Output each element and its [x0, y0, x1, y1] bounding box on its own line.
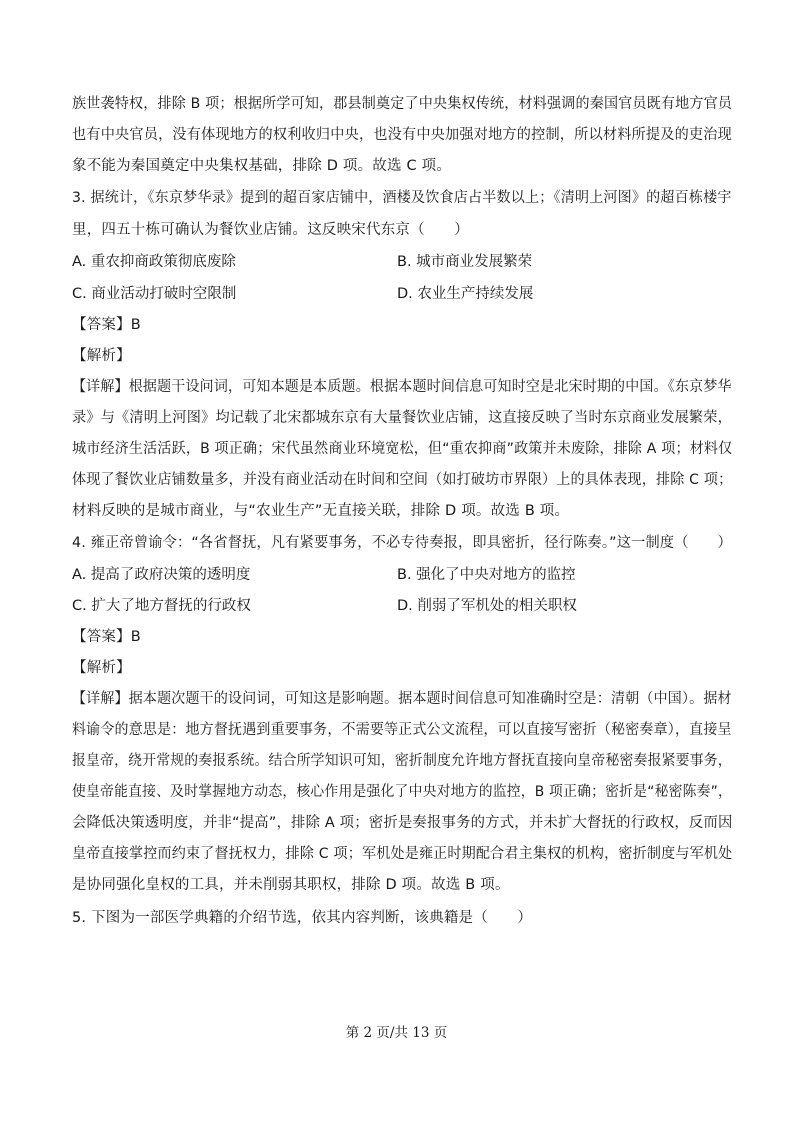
question-4-detail: 报皇帝，绕开常规的奏报系统。结合所学知识可知，密折制度允许地方督抚直接向皇帝秘密奏报紧要事务，: [72, 753, 732, 769]
page-number-footer: 第 2 页/共 13 页: [345, 1025, 448, 1041]
question-4-option-a: A. 提高了政府决策的透明度: [72, 567, 251, 583]
text-line: 象不能为秦国奠定中央集权基础，排除 D 项。故选 C 项。: [72, 158, 452, 174]
text-line: 也有中央官员，没有体现地方的权利收归中央，也没有中央加强对地方的控制，所以材料所提及的吏治现: [72, 127, 732, 143]
question-4-option-b: B. 强化了中央对地方的监控: [397, 567, 576, 583]
question-4-detail: 皇帝直接掌控而约束了督抚权力，排除 C 项；军机处是雍正时期配合君主集权的机构，密折制度与军机处: [72, 846, 733, 862]
text-line: 族世袭特权，排除 B 项；根据所学可知，郡县制奠定了中央集权传统，材料强调的秦国官员既有地方官员: [72, 96, 733, 112]
question-3-detail: 录》与《清明上河图》均记载了北宋都城东京有大量餐饮业店铺，这直接反映了当时东京商业发展繁荣，: [72, 410, 732, 426]
question-3-stem: 3. 据统计，《东京梦华录》提到的超百家店铺中，酒楼及饮食店占半数以上；《清明上河图》的超百栋楼宇: [72, 190, 732, 206]
question-4-detail: 料谕令的意思是：地方督抚遇到重要事务，不需要等正式公文流程，可以直接写密折（秘密奏章），直接呈: [72, 722, 732, 738]
question-4-option-c: C. 扩大了地方督抚的行政权: [72, 598, 251, 614]
question-5-stem: 5. 下图为一部医学典籍的介绍节选，依其内容判断，该典籍是（ ）: [72, 910, 533, 926]
question-3-option-d: D. 农业生产持续发展: [397, 286, 534, 302]
question-3-detail: 城市经济生活活跃，B 项正确；宋代虽然商业环境宽松，但“重农抑商”政策并未废除，排除 A 项；材料仅: [72, 441, 733, 457]
question-4-detail: 使皇帝能直接、及时掌握地方动态，核心作用是强化了中央对地方的监控，B 项正确；密折是“秘密陈奏”，: [72, 784, 733, 800]
question-3-option-a: A. 重农抑商政策彻底废除: [72, 254, 236, 270]
question-4-option-d: D. 削弱了军机处的相关职权: [397, 598, 577, 614]
question-3-detail: 【详解】根据题干设问词，可知本题是本质题。根据本题时间信息可知时空是北宋时期的中国。《东京梦华: [72, 379, 732, 395]
question-3-analysis-label: 【解析】: [72, 348, 131, 364]
question-3-stem: 里，四五十栋可确认为餐饮业店铺。这反映宋代东京（ ）: [72, 222, 469, 238]
question-4-detail: 是协同强化皇权的工具，并未削弱其职权，排除 D 项。故选 B 项。: [72, 877, 510, 893]
question-4-answer: 【答案】B: [72, 629, 141, 645]
question-4-detail: 【详解】据本题次题干的设问词，可知这是影响题。据本题时间信息可知准确时空是：清朝（中国）。据材: [72, 691, 732, 707]
question-3-option-b: B. 城市商业发展繁荣: [397, 254, 533, 270]
question-3-detail: 体现了餐饮业店铺数量多，并没有商业活动在时间和空间（如打破坊市界限）上的具体表现，排除 C 项；: [72, 472, 733, 488]
question-3-answer: 【答案】B: [72, 317, 141, 333]
question-4-analysis-label: 【解析】: [72, 660, 131, 676]
question-3-detail: 材料反映的是城市商业，与“农业生产”无直接关联，排除 D 项。故选 B 项。: [72, 503, 570, 519]
question-3-option-c: C. 商业活动打破时空限制: [72, 286, 237, 302]
question-4-detail: 会降低决策透明度，并非“提高”，排除 A 项；密折是奏报事务的方式，并未扩大督抚的行政权，反而因: [72, 815, 733, 831]
question-4-stem: 4. 雍正帝曾谕令：“各省督抚，凡有紧要事务，不必专待奏报，即具密折，径行陈奏。”这一制度（ ）: [72, 535, 732, 551]
